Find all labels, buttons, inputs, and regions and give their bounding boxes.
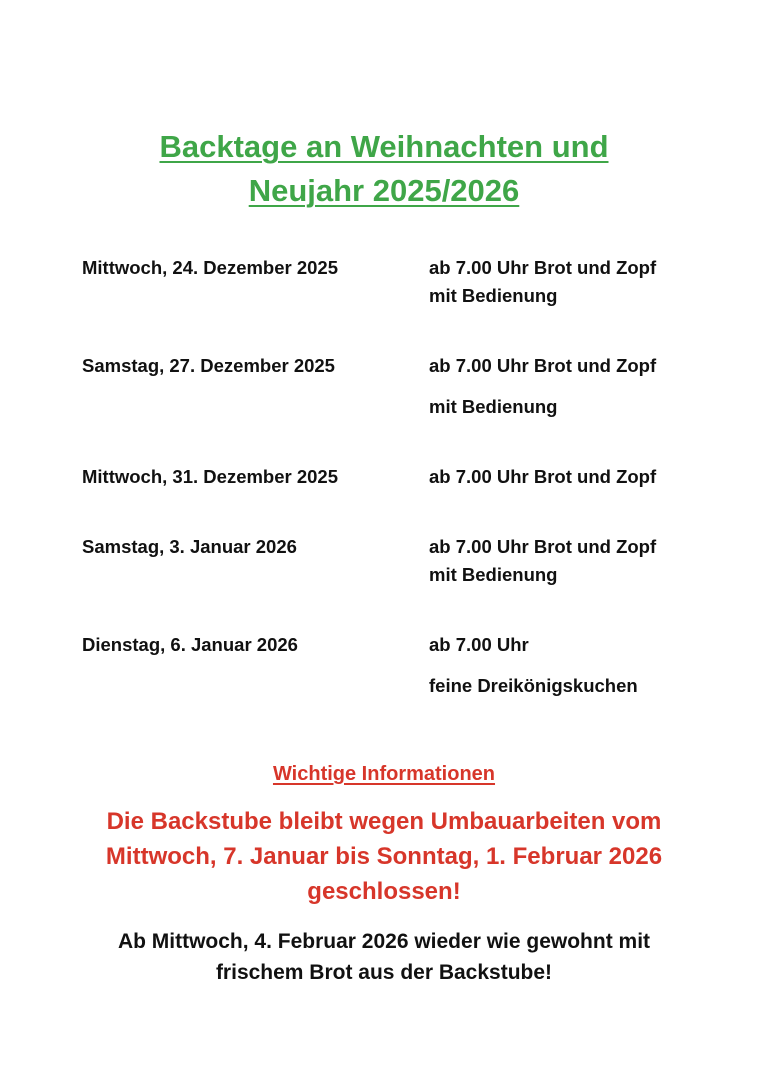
page-title (0, 125, 768, 213)
reopen-line-2: frischem Brot aus der Backstube! (215, 961, 553, 984)
schedule-desc-1-line-1: ab 7.00 Uhr Brot und Zopf (429, 257, 657, 278)
closure-line-1: Die Backstube bleibt wegen Umbauarbeiten vom (106, 808, 662, 835)
schedule-desc-5-line-1: ab 7.00 Uhr (429, 634, 529, 655)
schedule-desc-2-line-2: mit Bedienung (429, 396, 558, 417)
schedule-date-5: Dienstag, 6. Januar 2026 (82, 634, 298, 655)
schedule-desc-1 (429, 254, 656, 310)
schedule-date-1: Mittwoch, 24. Dezember 2025 (82, 257, 339, 278)
reopen-notice (40, 926, 728, 988)
schedule-desc-3 (429, 463, 656, 491)
schedule-desc-1-line-2: mit Bedienung (429, 285, 558, 306)
schedule-desc-5-line-2: feine Dreikönigskuchen (429, 675, 638, 696)
schedule-date-2: Samstag, 27. Dezember 2025 (82, 355, 335, 376)
info-heading: Wichtige Informationen (272, 763, 496, 785)
schedule-desc-4-line-2: mit Bedienung (429, 564, 558, 585)
schedule-desc-4-line-1: ab 7.00 Uhr Brot und Zopf (429, 536, 657, 557)
title-line-1: Backtage an Weihnachten und (159, 129, 609, 164)
schedule-desc-5 (429, 631, 638, 700)
schedule-desc-3-line-1: ab 7.00 Uhr Brot und Zopf (429, 466, 657, 487)
schedule-desc-2-line-1: ab 7.00 Uhr Brot und Zopf (429, 355, 657, 376)
schedule-date-3: Mittwoch, 31. Dezember 2025 (82, 466, 339, 487)
title-line-2: Neujahr 2025/2026 (248, 173, 520, 208)
schedule-desc-2 (429, 352, 656, 421)
reopen-line-1: Ab Mittwoch, 4. Februar 2026 wieder wie gewohnt mit (117, 930, 651, 953)
schedule-date-4: Samstag, 3. Januar 2026 (82, 536, 297, 557)
closure-line-2: Mittwoch, 7. Januar bis Sonntag, 1. Februar 2026 (105, 843, 663, 870)
closure-line-3: geschlossen! (307, 878, 461, 905)
schedule-desc-4 (429, 533, 656, 589)
closure-notice (40, 804, 728, 909)
